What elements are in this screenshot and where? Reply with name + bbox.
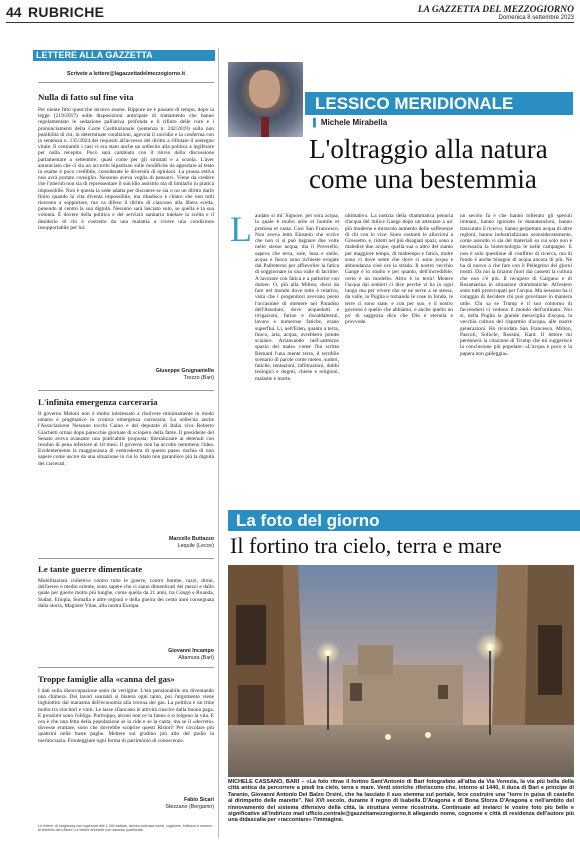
column-divider	[218, 48, 219, 838]
author-portrait	[228, 62, 303, 137]
masthead: LA GAZZETTA DEL MEZZOGIORNO	[417, 5, 574, 15]
letters-email: Scrivete a lettere@lagazzettadelmezzogiorno.it	[67, 71, 185, 77]
page-number: 44	[6, 4, 22, 20]
letter-signature: Fabio Sicari	[183, 797, 214, 803]
letter-title: Le tante guerre dimenticate	[38, 564, 143, 574]
letters-footnote: Le lettere, di lunghezza non superiore alle 1.000 battute, devono indicare nome, cognome, indirizzo e numero di telefono del Lettore. Le lettere anonime non saranno pubblicate.	[38, 824, 213, 832]
letter-body: Mobilitazioni collettive contro tutte le guerre, contro bombe, razzi, droni, dell'aereo e medio oriente, sono sapere che ci siano dimenticati dei mezzi e dallo quale per guerre molto più lunghe, come quella da 21 anni, tra Congo e Ruanda, Sudan, Etiopia, Somalia e altre regioni e della guerra dei cento anni consegnata dalla storia, Magister Vitae, alla nostra Europa.	[38, 578, 214, 609]
lessico-section-bar: LESSICO MERIDIONALE	[305, 92, 573, 115]
article-column-2: ultimativo. La notizia della drammatica penuria d'acqua del milice Gange dopo un attentare a un' più moderne e miracolo aumento delle sofferenze di chi con lo vive. Sono costumi le alluvioni a Grossetto, e, ridotti nel più disagiati spazi, sono a maledire due acque, quella sua o altro del siamo per maggiore tempo, di maltempo e fatica, molte sono ci dove sente che dove ci sono acqua e abbondanza cioè ora la strada. Il nostro vecchio Gange è lo studio e per quanto, dell'incredibile, certo è un modello. Altro è lo terra! Mentre l'acqua dai sentieri ci dice perché vi ha in ogni luogo ma per vivere che se ne serve a se stessa, da valle, in Puglia e tornando le cose in fondo, le terre ci sono state, e con per suo, e il nostro governo è quello che abbiamo, e anche quello un po' di saggezza dice che Dio è eternità e provvede.	[345, 213, 453, 326]
letter-signature: Giovanni Incampo	[168, 648, 214, 654]
article-column-3: un secolo fa e che hanno tollerato gli speculi immani, hanno ignorato le manutenzioni, hanno trascurato il ricerco, hanno perpetrato acqua di altre regioni, hanno industrializzato sconsideratamente, come assurdo vi sia dei materiali su cui solo non è necessaria la biotecnologia le nelle campagne. E non è solo questione di conflitto di ricerca, ma di fondo è anche bisogno di acqua ancora di più. Ne ha di nuovo a che fare con il Pellegrino dei giorni nostri. Da noi la tiriamo fuori dai cassetti la cultura che non c'è più. Il recupero di Gargano e di Rosamarina in situazioni drammatiche. All'estero sono tutti preoccupati per l'acqua. Ma nessuno ha il coraggio di decidere chi può governare in maniera utile. Chi sa se Trump è il suo contorno di faccendieri ci vedono il mondo dell'ordinato. Noi sì, nella Puglia la grande meraviglia d'acqua, la vecchia cultura del risparmio d'acqua, alle nostre generazioni. Ho ricordato San Francesco, Milton, Pascoli, Sofocle, Rossini, Kant. Il lettore mi perdonerà la citazione di Trump che mi suggerisce la conclusione più popolare: «L'acqua è poco e la papera non galleggia».	[460, 213, 572, 357]
letters-section-bar: LETTERE ALLA GAZZETTA	[33, 50, 215, 61]
divider	[38, 390, 214, 391]
divider	[38, 82, 214, 83]
photo-headline: Il fortino tra cielo, terra e mare	[230, 533, 502, 558]
letter-body: I dati sulla disoccupazione sono da vertigine. L'età pensionabile sta diventando una chimera. Dei lavori usuranti si blatera ogni tanto, poi l'argomento viene inghiottito dal marasma dell'economia alla corona del gas. La politica è un trine molto tra vincitori e vinti. Le tasse sfiancano le attività riuscire dalla buona paga. E prossimi sono l'obliga. Purtroppo, alcuni non ce la fanno e si tolgono la vita. E ora è che una fetta della popolazione se la ride e se la canta, ma se il «decreto» dovesse eruttare, sono che dovrebbe scoprire questi Ristori! Per circolare più quattrini nelle buste paghe. Mettere sul gradino più alto del podio la meritocrazia. Fronteggiare ogni forma di patrimonio di conoscenze.	[38, 688, 214, 744]
photo-of-day-bar: La foto del giorno	[228, 510, 580, 531]
author-name: Michele Mirabella	[320, 118, 388, 127]
letter-city: Trezzo (Bari)	[183, 375, 214, 381]
divider	[38, 667, 214, 668]
drop-cap: L	[230, 209, 252, 249]
letter-body: Il governo Meloni non è molto interessato a risolvere minimamente in modo umano e pragmatico la cronica emergenza carceraria. Lo sollecita anche l'Associazione Nessuno tocchi Caino e del deputato di Italia viva Roberto Giachetti ormai dopo parecchie giornate di sciopero della fame. Il presidente del Senato aveva avanzato una praticabile proposta: liberalizzare ai detenuti con residuo di pena inferiore ai 18 mesi. Il governo non ha accolto nemmeno l'idea. Evidentemente la maggioranza di centrodestra di questo passo rischia di non sapere come uscire da una situazione in cui lo Stato non garantisce più la dignità dei carcerati.	[38, 411, 214, 467]
letter-title: L'infinita emergenza carceraria	[38, 397, 158, 407]
letter-body: Per niente fitto quest'che dovevo essere. Rippure ne è passato di tempo, dopo la legge (219/2017) sulle disposizioni anticipate di trattamento che hanno regolamentato le sedazione palliativa profonda e il rifiuto delle cure e i pronunciamenti della Corte Costituzionale (sentenza n. 242/2019) sulla non punibilità di chi, in determinate condizioni, agevola il suicidio e la conferma con la sentenza n. 135/2024 dei requisiti all'accesso del diritto a rifiutare il sostegno vitale. Il centrambi i casi vi era stato anche un sollecito alla politica a legiferare per nulla recepito. Poco sarà cambiato con il rinvio della discussione parlamentare a settembre, quasi come per gli struttati e a scuola. L'aver annunciato che ci sia un accordo bipartisan sulle modifiche da apportare al testo in esame è poco credibile, considerate le diversità di opinioni. La prassa estiva non avrà portato consiglio. Nessuno aveva voglia di pensarci. Viene da credere che l'interim non sia di repressentare il suicidio assistito ma di limitarlo in pratica impossibile. Non è questa la sede adatta per discutere se sia o no un diritto darlo finito quando la vita diventa impossibile, ma ribadisco è chiaro che non tutti riescono a sopportare, ma va difeso il diritto di ciascuno alla libera scelta, ponendo al centro la sua dignità. Nessuno sarà lasciato solo, se quella è la sua volontà. È dovere della politica e del servizio sanitario tutelare la scelta e il desiderio di chi è costretto da una malattia a vivere una condizione insopportabile per lui.	[38, 107, 214, 231]
photo-caption: MICHELE CASSANO, BARI – «La foto ritrae il fortino Sant'Antonio di Bari fotografato all'alba da Via Venezia, la via più bella della città antica da percorrere a piedi tra cielo, terra e mare. Venti storiche riferiscono che, intorno al 1440, il duca di Bari e principe di Taranto, Giovanni Antonio Del Balzo Orsini, che ha lasciato il suo stemma sul portale, fece costruire una "torre in guisa di castello al dirimpetto delle marette". Nel XVI secolo, durante il regno di Isabella D'Aragona e di Bona Sforza D'Aragona e nell'ambito del rinnovamento del sistema difensivo della città, la struttura venne ricostruita. Continuate ad inviarci le vostre foto più belle e significative all'indirizzo mail ufficio.centrale@gazzettamezzogiorno.it allegando nome, cognome e città di residenza dell'autore più una didascalia per «raccontare» l'immagine.	[228, 779, 574, 824]
page-header	[6, 4, 574, 23]
issue-date: Domenica 8 settembre 2023	[498, 15, 574, 21]
letter-city: Lequile (Lecce)	[177, 543, 214, 549]
portrait-face	[249, 70, 280, 108]
article-column-1: audato si mi' Signore, per sora acqua, la quale è multo utile et humile et pretiosa et casta. Così San Francesco. Non aveva letto Einstein che scrive che non ci si può bagnare due volte nello stesso acqua, ma il Poverello, sapeva che terra, sole, luna e stelle, acqua e fuoco sono richieste erogate dal Padreterno per affievolire la fatica di soggiornare in una valle di lacrime. A lavorare con fatica e a partorire con dolore. O, più alla Milton, dorsi da fare nel mondo dove tutto è relativo, vista che i progenitori avevano perso l'occasione di ottenere nel Paradiso dell'Assoluto, dove acquedotti e irrigazioni, furine e riscaldamenti, lavoro e numerose fatiche, erano superflui. Li, nell'Eden, quanto a terra, fuoco, aria, acqua, avrebbero potuto scialare. Arrancando nell'«attrezzo spazio del male» come l'ha scritto Bernard l'una mente terra, il terribile scenario di parole come meteo, sudori, fatiche, tentazioni, infiltrazioni, dubbi teologici e dogmi, chiese e religioni, malattie e morte.	[255, 213, 339, 382]
letter-city: Stezzano (Bergamo)	[165, 804, 214, 810]
letter-city: Altamura (Bari)	[178, 655, 214, 661]
article-headline: L'oltraggio alla natura come una bestemmia	[309, 134, 548, 194]
fortino-photo-drawing	[228, 565, 574, 777]
letter-signature: Marcello Buttazzo	[168, 536, 214, 542]
column-author	[313, 118, 387, 127]
letter-signature: Giuseppe Grugnaniello	[155, 368, 214, 374]
section-title: RUBRICHE	[28, 4, 105, 20]
portrait-tie	[261, 117, 269, 137]
pen-icon: ▌	[313, 118, 319, 127]
divider	[38, 558, 214, 559]
fortino-photo	[228, 565, 574, 777]
letter-title: Troppe famiglie alla «canna del gas»	[38, 674, 175, 684]
letter-title: Nulla di fatto sul fine vita	[38, 92, 134, 102]
